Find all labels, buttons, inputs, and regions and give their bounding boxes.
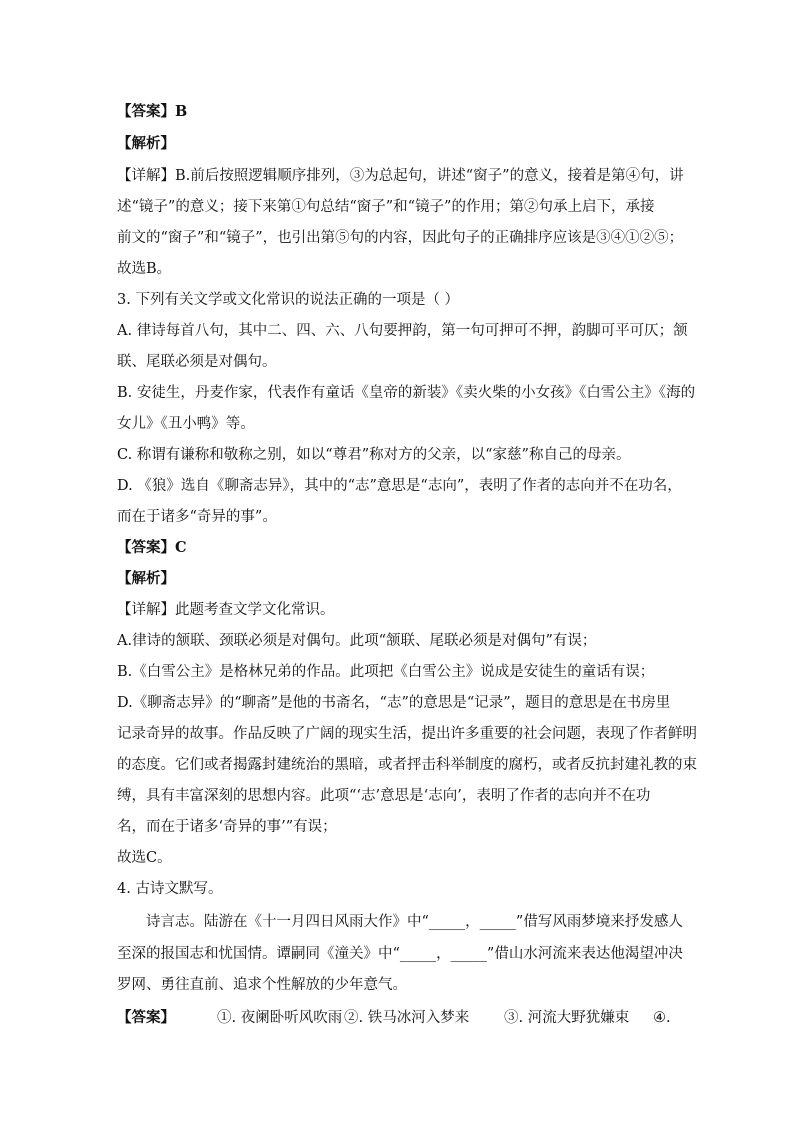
q3-detail-line-6: 的态度。它们或者揭露封建统治的黑暗，或者抨击科举制度的腐朽，或者反抗封建礼教的束 xyxy=(117,757,697,773)
q4-stem: 4. 古诗文默写。 xyxy=(117,881,223,897)
q3-detail-line-1: 【详解】此题考查文学文化常识。 xyxy=(117,602,335,618)
q3-analysis-heading: 【解析】 xyxy=(117,570,175,587)
q2-detail-line-4: 故选B。 xyxy=(117,261,172,277)
q3-detail-line-9: 故选C。 xyxy=(117,850,172,866)
q3-answer: 【答案】C xyxy=(117,539,187,556)
q3-detail-line-4: D.《聊斋志异》的“聊斋”是他的书斋名，“志”的意思是“记录”，题目的意思是在书房里 xyxy=(117,695,671,711)
q2-answer: 【答案】B xyxy=(117,103,188,120)
q3-option-a-line-2: 联、尾联必须是对偶句。 xyxy=(117,354,277,370)
q3-detail-line-8: 名，而在于诸多‘奇异的事’”有误； xyxy=(117,819,337,835)
q3-option-c: C. 称谓有谦称和敬称之别，如以“尊君”称对方的父亲，以“家慈”称自己的母亲。 xyxy=(117,447,631,463)
q3-option-a-line-1: A. 律诗每首八句，其中二、四、六、八句要押韵，第一句可押可不押，韵脚可平可仄；颔 xyxy=(117,323,688,339)
q2-detail-line-2: 述“镜子”的意义；接下来第①句总结“窗子”和“镜子”的作用；第②句承上启下，承接 xyxy=(117,199,655,215)
q4-answer-1: ①. 夜阑卧听风吹雨 xyxy=(217,1010,343,1026)
q2-analysis-heading: 【解析】 xyxy=(117,135,175,152)
q2-detail-line-3: 前文的“窗子”和“镜子”，也引出第⑤句的内容，因此句子的正确排序应该是③④①②⑤； xyxy=(117,230,684,246)
q4-body-line-2: 至深的报国志和忧国情。谭嗣同《潼关》中“_____，_____”借山水河流来表达他渴望冲决 xyxy=(117,946,683,962)
q3-option-d-line-2: 而在于诸多“奇异的事”。 xyxy=(117,509,277,525)
q4-answer-row xyxy=(117,1008,687,1028)
q3-option-d-line-1: D. 《狼》选自《聊斋志异》，其中的“志”意思是“志向”，表明了作者的志向并不在功名， xyxy=(117,478,682,494)
q4-answer-3: ③. 河流大野犹嫌束 xyxy=(504,1010,630,1026)
q3-detail-line-2: A.律诗的颔联、颈联必须是对偶句。此项“颔联、尾联必须是对偶句”有误； xyxy=(117,633,597,649)
q4-answer-label: 【答案】 xyxy=(117,1009,175,1026)
q4-body-line-3: 罗网、勇往直前、追求个性解放的少年意气。 xyxy=(117,977,407,993)
q3-option-b-line-1: B. 安徒生，丹麦作家，代表作有童话《皇帝的新装》《卖火柴的小女孩》《白雪公主》《海的 xyxy=(117,385,696,401)
q4-body-line-1: 诗言志。陆游在《十一月四日风雨大作》中“_____，_____”借写风雨梦境来抒发感人 xyxy=(146,914,683,930)
q3-detail-line-3: B.《白雪公主》是格林兄弟的作品。此项把《白雪公主》说成是安徒生的童话有误； xyxy=(117,664,655,680)
q3-option-b-line-2: 女儿》《丑小鸭》等。 xyxy=(117,416,255,432)
q3-stem: 3. 下列有关文学或文化常识的说法正确的一项是（ ） xyxy=(117,292,460,308)
q3-detail-line-7: 缚，具有丰富深刻的思想内容。此项“‘志’意思是‘志向’，表明了作者的志向并不在功 xyxy=(117,788,651,804)
q3-detail-line-5: 记录奇异的故事。作品反映了广阔的现实生活，提出许多重要的社会问题，表现了作者鲜明 xyxy=(117,726,697,742)
q2-detail-line-1: 【详解】B.前后按照逻辑顺序排列，③为总起句，讲述“窗子”的意义，接着是第④句，讲 xyxy=(117,168,684,184)
q4-answer-2: ②. 铁马冰河入梦来 xyxy=(344,1010,470,1026)
q4-answer-4: ④. xyxy=(653,1010,671,1026)
